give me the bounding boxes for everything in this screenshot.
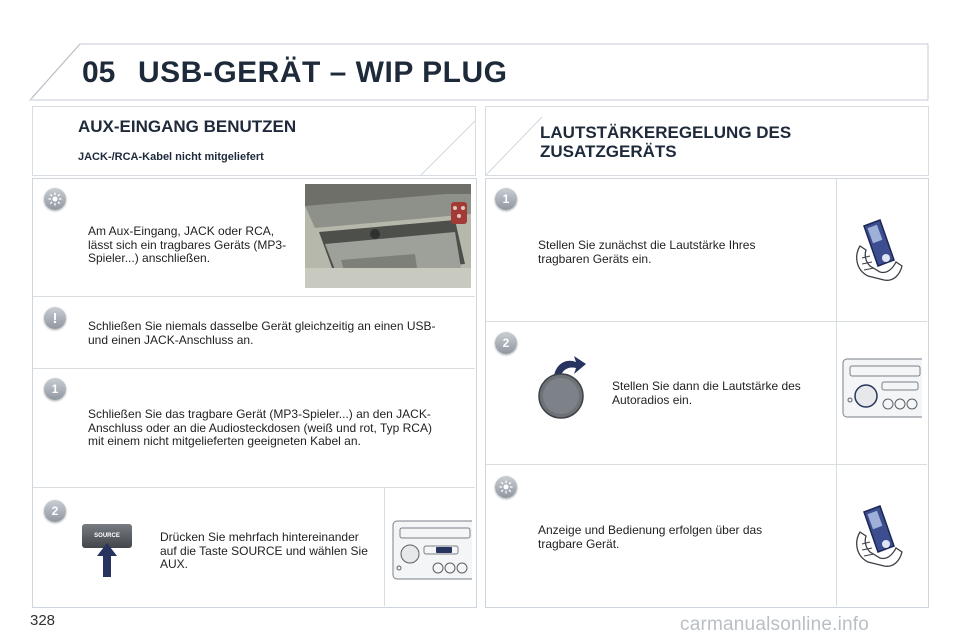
step-2-badge: 2 xyxy=(495,332,517,354)
watermark: carmanualsonline.info xyxy=(680,614,870,635)
left-block-3-text: Schließen Sie das tragbare Gerät (MP3-Spieler...) an den JACK-Anschluss oder an die Audiosteckdosen (weiß und rot, Typ RCA) mit einem nicht mitgelieferten geeigneten Kabel an. xyxy=(88,407,432,448)
sun-icon xyxy=(44,188,66,210)
step-1-badge: 1 xyxy=(495,188,517,210)
hand-device-icon xyxy=(850,216,912,286)
glovebox-photo xyxy=(305,184,471,288)
divider xyxy=(486,464,927,465)
page-number: 328 xyxy=(30,612,56,629)
divider xyxy=(33,487,475,488)
right-section-title-line2: ZUSATZGERÄTS xyxy=(540,142,677,161)
divider xyxy=(384,488,385,606)
volume-knob-icon xyxy=(534,350,588,422)
chapter-number: 05 xyxy=(82,56,116,89)
warning-icon: ! xyxy=(44,307,66,329)
left-block-2-text: Schließen Sie niemals dasselbe Gerät gleichzeitig an einen USB- und einen JACK-Anschluss an. xyxy=(88,319,436,347)
step-2-badge: 2 xyxy=(44,500,66,522)
right-block-2-text: Stellen Sie dann die Lautstärke des Autoradios ein. xyxy=(612,379,801,407)
right-section-title-line1: LAUTSTÄRKEREGELUNG DES xyxy=(540,123,792,142)
page-title: USB-GERÄT – WIP PLUG xyxy=(138,56,508,89)
source-button-label: SOURCE xyxy=(94,533,120,539)
left-block-4-text: Drücken Sie mehrfach hintereinander auf die Taste SOURCE und wählen Sie AUX. xyxy=(160,530,368,571)
right-block-1-text: Stellen Sie zunächst die Lautstärke Ihres tragbaren Geräts ein. xyxy=(538,238,756,266)
divider xyxy=(486,321,927,322)
left-block-1-text: Am Aux-Eingang, JACK oder RCA, lässt sich ein tragbares Geräts (MP3-Spieler...) anschließen. xyxy=(88,224,287,265)
divider xyxy=(836,179,837,606)
header-frame xyxy=(0,0,960,110)
arrow-up-icon xyxy=(96,542,118,578)
left-title-corner xyxy=(420,120,476,176)
left-subtitle: JACK-/RCA-Kabel nicht mitgeliefert xyxy=(78,151,264,163)
divider xyxy=(33,368,475,369)
step-1-badge: 1 xyxy=(44,378,66,400)
radio-panel-image xyxy=(392,520,472,580)
right-title-corner xyxy=(485,116,543,176)
right-block-3-text: Anzeige und Bedienung erfolgen über das tragbare Gerät. xyxy=(538,523,763,551)
radio-panel-image xyxy=(842,358,922,418)
hand-device-icon xyxy=(850,502,912,572)
sun-icon xyxy=(495,476,517,498)
divider xyxy=(33,296,475,297)
left-section-title: AUX-EINGANG BENUTZEN xyxy=(78,117,297,136)
